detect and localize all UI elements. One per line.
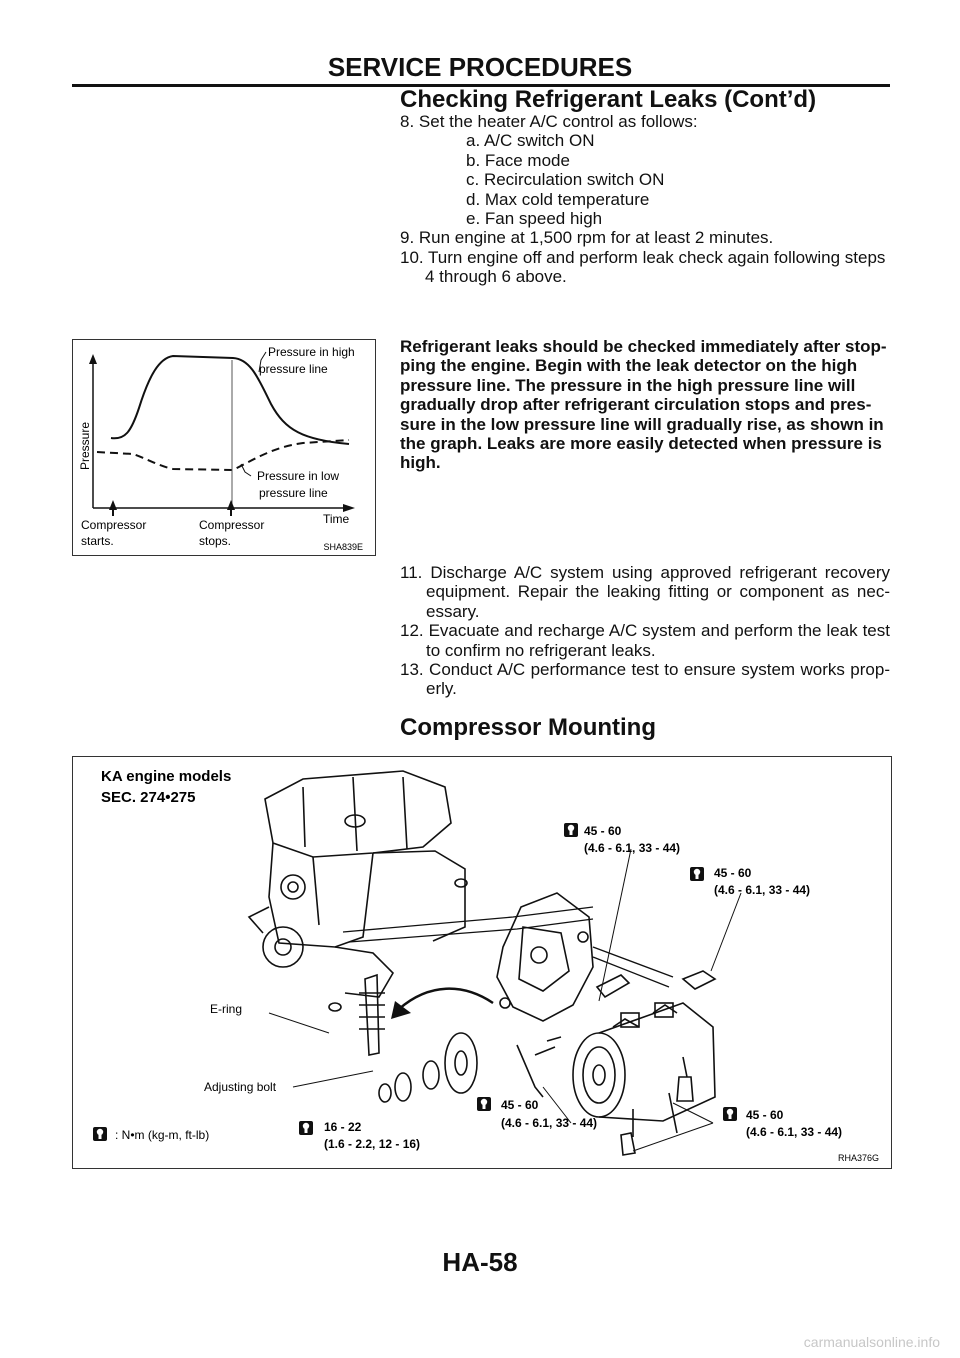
step-9: 9. Run engine at 1,500 rpm for at least 2 minutes. xyxy=(400,228,774,248)
torque-bottom-mid-value: 45 - 60 xyxy=(501,1098,539,1112)
step-8b: b. Face mode xyxy=(466,150,570,170)
torque-top2-imperial: (4.6 - 6.1, 33 - 44) xyxy=(714,883,811,897)
y-axis-arrow xyxy=(89,354,97,364)
torque-wrench-icon xyxy=(723,1107,737,1121)
steps-part2 xyxy=(400,563,890,699)
torque-bottom-right-value: 45 - 60 xyxy=(746,1108,784,1122)
note-line: ping the engine. Begin with the leak detector on the high xyxy=(400,356,858,376)
subsection-title: Checking Refrigerant Leaks (Cont’d) xyxy=(400,86,817,113)
compressor-mounting-title: Compressor Mounting xyxy=(400,714,656,741)
mounting-diagram xyxy=(73,757,891,1168)
torque-top2-value: 45 - 60 xyxy=(714,866,752,880)
torque-top1-value: 45 - 60 xyxy=(584,824,622,838)
sec-label: SEC. 274•275 xyxy=(101,789,196,806)
torque-wrench-icon xyxy=(93,1127,107,1141)
torque-wrench-icon xyxy=(299,1121,313,1135)
low-pressure-line xyxy=(97,440,349,470)
note-line: the graph. Leaks are more easily detected when pressure is xyxy=(400,434,882,454)
steps-part1 xyxy=(400,112,890,287)
torque-top1-imperial: (4.6 - 6.1, 33 - 44) xyxy=(584,841,681,855)
stop-label-1: Compressor xyxy=(199,518,265,532)
leak-note xyxy=(400,337,890,473)
torque-bottom-right-imperial: (4.6 - 6.1, 33 - 44) xyxy=(746,1125,843,1139)
compressor-mounting-figure xyxy=(72,756,892,1169)
stop-arrow-icon xyxy=(227,500,235,510)
high-line-label-1: Pressure in high xyxy=(268,345,355,359)
step-8: 8. Set the heater A/C control as follows: xyxy=(400,112,698,131)
step-13: 13. Conduct A/C performance test to ensure system works prop- erly. xyxy=(400,660,890,699)
pressure-graph xyxy=(72,339,376,556)
y-axis-label: Pressure xyxy=(78,421,92,471)
x-axis-arrow xyxy=(343,504,355,512)
x-axis-label: Time xyxy=(323,512,350,526)
pressure-graph-svg xyxy=(73,340,375,555)
torque-bottom-left-imperial: (1.6 - 2.2, 12 - 16) xyxy=(324,1137,421,1151)
step-8c: c. Recirculation switch ON xyxy=(466,170,665,190)
step-8d: d. Max cold temperature xyxy=(466,189,650,209)
mounting-figure-id: RHA376G xyxy=(837,1153,879,1163)
step-10-line1: 10. Turn engine off and perform leak check again following steps xyxy=(400,247,886,267)
adjusting-bolt-label: Adjusting bolt xyxy=(204,1080,277,1094)
step-11: 11. Discharge A/C system using approved refrigerant recovery equipment. Repair the leaking fitting or component as nec- essary. xyxy=(400,563,890,621)
low-line-label-1: Pressure in low xyxy=(257,469,340,483)
bracket-drawing xyxy=(497,893,593,1021)
section-title: SERVICE PROCEDURES xyxy=(327,52,633,82)
note-line: Refrigerant leaks should be checked immediately after stop- xyxy=(400,337,887,356)
graph-figure-id: SHA839E xyxy=(323,542,363,552)
unit-legend: : N•m (kg-m, ft-lb) xyxy=(115,1128,210,1142)
note-line: gradually drop after refrigerant circulation stops and pres- xyxy=(400,395,872,415)
step-12: 12. Evacuate and recharge A/C system and perform the leak test to confirm no refrigerant leaks. xyxy=(400,621,890,660)
start-arrow-icon xyxy=(109,500,117,510)
e-ring-label: E-ring xyxy=(210,1002,243,1016)
stop-label-2: stops. xyxy=(199,534,232,548)
note-line: sure in the low pressure line will gradually rise, as shown in xyxy=(400,414,884,434)
engine-drawing xyxy=(249,771,673,997)
torque-wrench-icon xyxy=(564,823,578,837)
note-line: high. xyxy=(400,453,441,473)
assembly-arrow xyxy=(399,989,493,1009)
page-number: HA-58 xyxy=(442,1247,518,1277)
watermark: carmanualsonline.info xyxy=(803,1334,940,1350)
start-label-1: Compressor xyxy=(81,518,147,532)
torque-bottom-mid-imperial: (4.6 - 6.1, 33 - 44) xyxy=(501,1116,598,1130)
step-10-line2: 4 through 6 above. xyxy=(425,267,567,287)
torque-bottom-left-value: 16 - 22 xyxy=(324,1120,362,1134)
torque-wrench-icon xyxy=(477,1097,491,1111)
start-label-2: starts. xyxy=(81,534,114,548)
step-8e: e. Fan speed high xyxy=(466,209,603,229)
torque-wrench-icon xyxy=(690,867,704,881)
assembly-arrow-head xyxy=(391,1001,411,1019)
model-label: KA engine models xyxy=(101,768,232,785)
high-line-label-2: pressure line xyxy=(259,362,328,376)
low-line-label-2: pressure line xyxy=(259,486,328,500)
note-line: pressure line. The pressure in the high pressure line will xyxy=(400,375,856,395)
step-8a: a. A/C switch ON xyxy=(466,131,595,151)
